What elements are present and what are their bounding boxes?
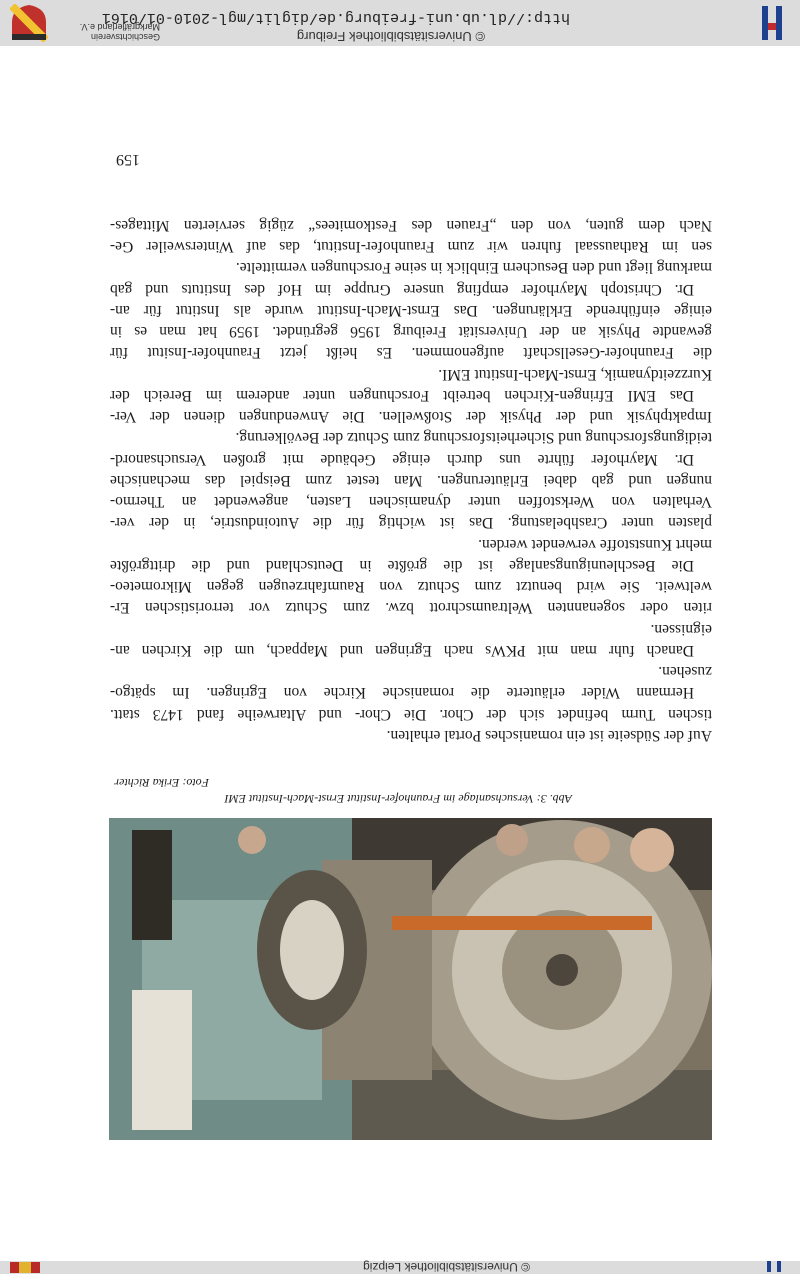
association-name bbox=[80, 22, 160, 42]
text-line: Impaktphysik und der Physik der Stoßwellen. Die Anwendungen dienen der Ver- bbox=[110, 408, 712, 426]
page-number: 159 bbox=[116, 151, 140, 168]
ub-logo-icon bbox=[760, 1261, 786, 1272]
photo-illustration bbox=[109, 818, 712, 1140]
text-line: eignissen. bbox=[650, 620, 712, 638]
text-line: mehrt Kunststoffe verwendet werden. bbox=[478, 535, 712, 553]
article-body bbox=[110, 215, 712, 746]
text-line: Danach fuhr man mit PKWs nach Egringen und Mappach, um die Kirchen an- bbox=[110, 642, 694, 659]
text-line: einige einführende Erklärungen. Das Ernst-Mach-Institut wurde als Institut für an- bbox=[110, 302, 712, 319]
text-line: markung liegt und den Besuchern Einblick in seine Forschungen vermittelte. bbox=[235, 259, 712, 277]
association-crest-icon bbox=[10, 4, 48, 42]
photo-credit: Foto: Erika Richter bbox=[114, 776, 209, 790]
text-line: weltweit. Sie wird benutzt zum Schutz von Raumfahrzeugen gegen Mikrometeo- bbox=[110, 578, 712, 596]
text-line: Die Beschleunigungsanlage ist die größte in Deutschland und die drittgrößte bbox=[110, 557, 694, 574]
text-line: Verhalten von Werkstoffen unter dynamischen Lasten, angewendet an Thermo- bbox=[110, 493, 712, 511]
text-line: nungen und gab dabei Erläuterungen. Man testet zum Beispiel das mechanische bbox=[110, 472, 712, 489]
association-logo-icon bbox=[6, 1262, 40, 1273]
association-line-1: Geschichtsverein bbox=[90, 32, 160, 42]
text-line: teidigungsforschung und Sicherheitsforschung zum Schutz der Bevölkerung. bbox=[235, 429, 712, 447]
text-line: Auf der Südseite ist ein romanisches Portal erhalten. bbox=[386, 727, 712, 744]
text-line: zusehen. bbox=[658, 663, 712, 681]
text-line: sen im Rathaussaal fuhren wir zum Fraunhofer-Institut, das auf Wintersweiler Ge- bbox=[110, 238, 712, 256]
text-line: Das EMI Efringen-Kirchen betreibt Forschungen unter anderem im Bereich der bbox=[110, 387, 694, 404]
figure-caption: Abb. 3: Versuchsanlage im Fraunhofer-Institut Ernst-Mach-Institut EMI bbox=[224, 792, 572, 806]
text-line: Dr. Christoph Mayrhofer empfing unsere Gruppe im Hof des Instituts und gab bbox=[110, 280, 694, 298]
header-strip bbox=[0, 0, 800, 46]
footer-strip bbox=[0, 1261, 800, 1274]
text-line: Nach dem guten, von den „Frauen des Festkomitees“ zügig servierten Mittages- bbox=[110, 217, 712, 234]
footer-library-text: © Universitätsbibliothek Leipzig bbox=[363, 1260, 530, 1274]
text-line: Kurzzeitdynamik, Ernst-Mach-Institut EMI. bbox=[438, 365, 712, 383]
text-line: tischen Turm befindet sich der Chor. Die Chor- und Altarweihe fand 1473 statt. bbox=[110, 705, 712, 723]
text-line: die Fraunhofer-Gesellschaft aufgenommen. Es heißt jetzt Fraunhofer-Insitut für bbox=[110, 344, 712, 362]
document-url: http://dl.ub.uni-freiburg.de/diglit/mgl-2010-01/0161 bbox=[101, 9, 570, 26]
text-line: Hermann Wider erläuterte die romanische Kirche von Egringen. Im spätgo- bbox=[110, 684, 694, 702]
association-line-2: Markgräflerland e.V. bbox=[79, 22, 160, 32]
text-line: gewandte Physik an der Universität Freiburg 1956 gegründet. 1959 hat man es in bbox=[110, 323, 712, 341]
figure-photo bbox=[109, 818, 712, 1140]
ub-freiburg-logo-icon bbox=[752, 6, 790, 40]
text-line: Dr. Mayrhofer führte uns durch einige Gebäude mit großen Versuchsanord- bbox=[110, 450, 694, 468]
text-line: plasten unter Crashbelastung. Das ist wichtig für die Autoindustrie, in der ver- bbox=[110, 514, 712, 532]
text-line: riten oder sogenannten Weltraumschrott bzw. zum Schutz vor terroristischen Er- bbox=[110, 599, 712, 617]
copyright-text: © Universitätsbibliothek Freiburg bbox=[296, 29, 485, 44]
